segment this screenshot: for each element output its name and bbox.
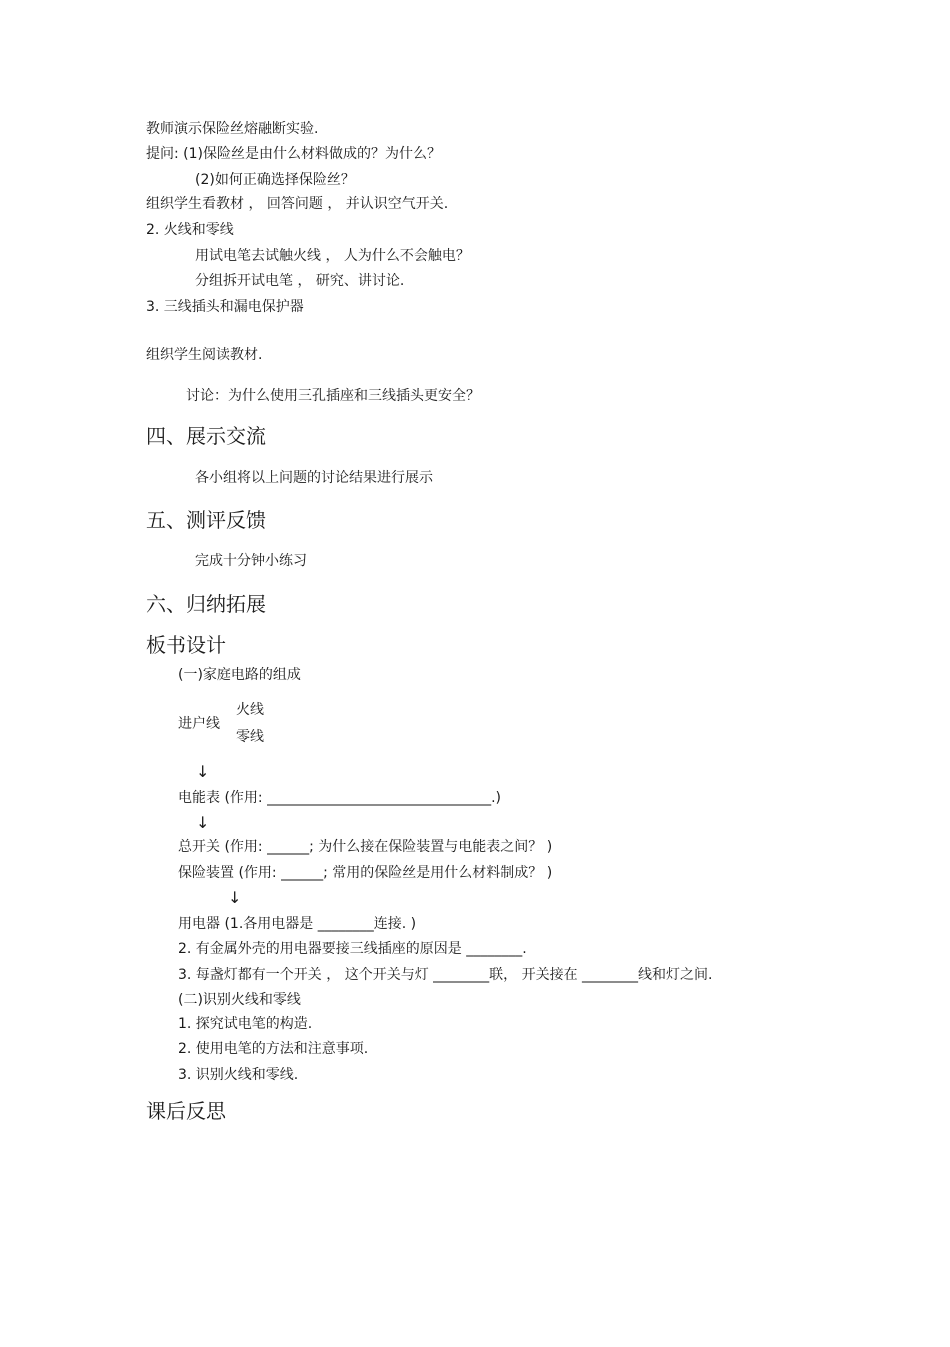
board-subtitle-2: (二)识别火线和零线 bbox=[178, 992, 301, 1008]
down-arrow-icon: ↓ bbox=[196, 813, 210, 832]
incoming-line-label: 进户线 bbox=[178, 716, 220, 732]
board-sub2-item-3: 3. 识别火线和零线. bbox=[178, 1067, 299, 1083]
neutral-wire-label: 零线 bbox=[236, 729, 264, 745]
line-discussion: 讨论：为什么使用三孔插座和三线插头更安全？ bbox=[186, 388, 480, 404]
heading-reflection: 课后反思 bbox=[146, 1099, 226, 1123]
board-subtitle-1: (一)家庭电路的组成 bbox=[178, 667, 301, 683]
down-arrow-icon: ↓ bbox=[196, 762, 210, 781]
line-live-neutral: 2. 火线和零线 bbox=[146, 222, 234, 238]
heading-evaluation: 五、测评反馈 bbox=[146, 508, 266, 532]
heading-summary: 六、归纳拓展 bbox=[146, 592, 266, 616]
line-question-1: 提问: (1)保险丝是由什么材料做成的？为什么？ bbox=[146, 146, 441, 162]
line-group-show: 各小组将以上问题的讨论结果进行展示 bbox=[195, 470, 433, 486]
board-sub2-item-1: 1. 探究试电笔的构造. bbox=[178, 1016, 313, 1032]
meter-line: 电能表 (作用: ________________________________.) bbox=[178, 790, 501, 806]
main-switch-line: 总开关 (作用: ______; 为什么接在保险装置与电能表之间？ ) bbox=[178, 839, 553, 855]
line-question-2: (2)如何正确选择保险丝？ bbox=[195, 172, 355, 188]
live-wire-label: 火线 bbox=[236, 702, 264, 718]
line-plug-protector: 3. 三线插头和漏电保护器 bbox=[146, 299, 304, 315]
line-read-textbook: 组织学生看教材 ， 回答问题 ， 并认识空气开关. bbox=[146, 196, 449, 212]
heading-show-exchange: 四、展示交流 bbox=[146, 424, 266, 448]
protection-line: 保险装置 (作用: ______; 常用的保险丝是用什么材料制成？ ) bbox=[178, 865, 553, 881]
board-sub2-item-2: 2. 使用电笔的方法和注意事项. bbox=[178, 1041, 369, 1057]
line-test-pen: 用试电笔去试触火线 ， 人为什么不会触电？ bbox=[195, 248, 470, 264]
line-disassemble: 分组拆开试电笔 ， 研究、讲讨论. bbox=[195, 273, 405, 289]
line-fuse-demo: 教师演示保险丝熔融断实验. bbox=[146, 121, 319, 137]
line-exercise: 完成十分钟小练习 bbox=[195, 553, 307, 569]
appliance-line: 用电器 (1.各用电器是 ________连接. ) bbox=[178, 916, 417, 932]
board-item-3: 3. 每盏灯都有一个开关 ， 这个开关与灯 ________联， 开关接在 ________线和灯之间. bbox=[178, 967, 713, 983]
down-arrow-icon: ↓ bbox=[228, 888, 242, 907]
heading-board-design: 板书设计 bbox=[146, 633, 226, 657]
board-item-2: 2. 有金属外壳的用电器要接三线插座的原因是 ________. bbox=[178, 941, 527, 957]
line-read-material: 组织学生阅读教材. bbox=[146, 347, 263, 363]
